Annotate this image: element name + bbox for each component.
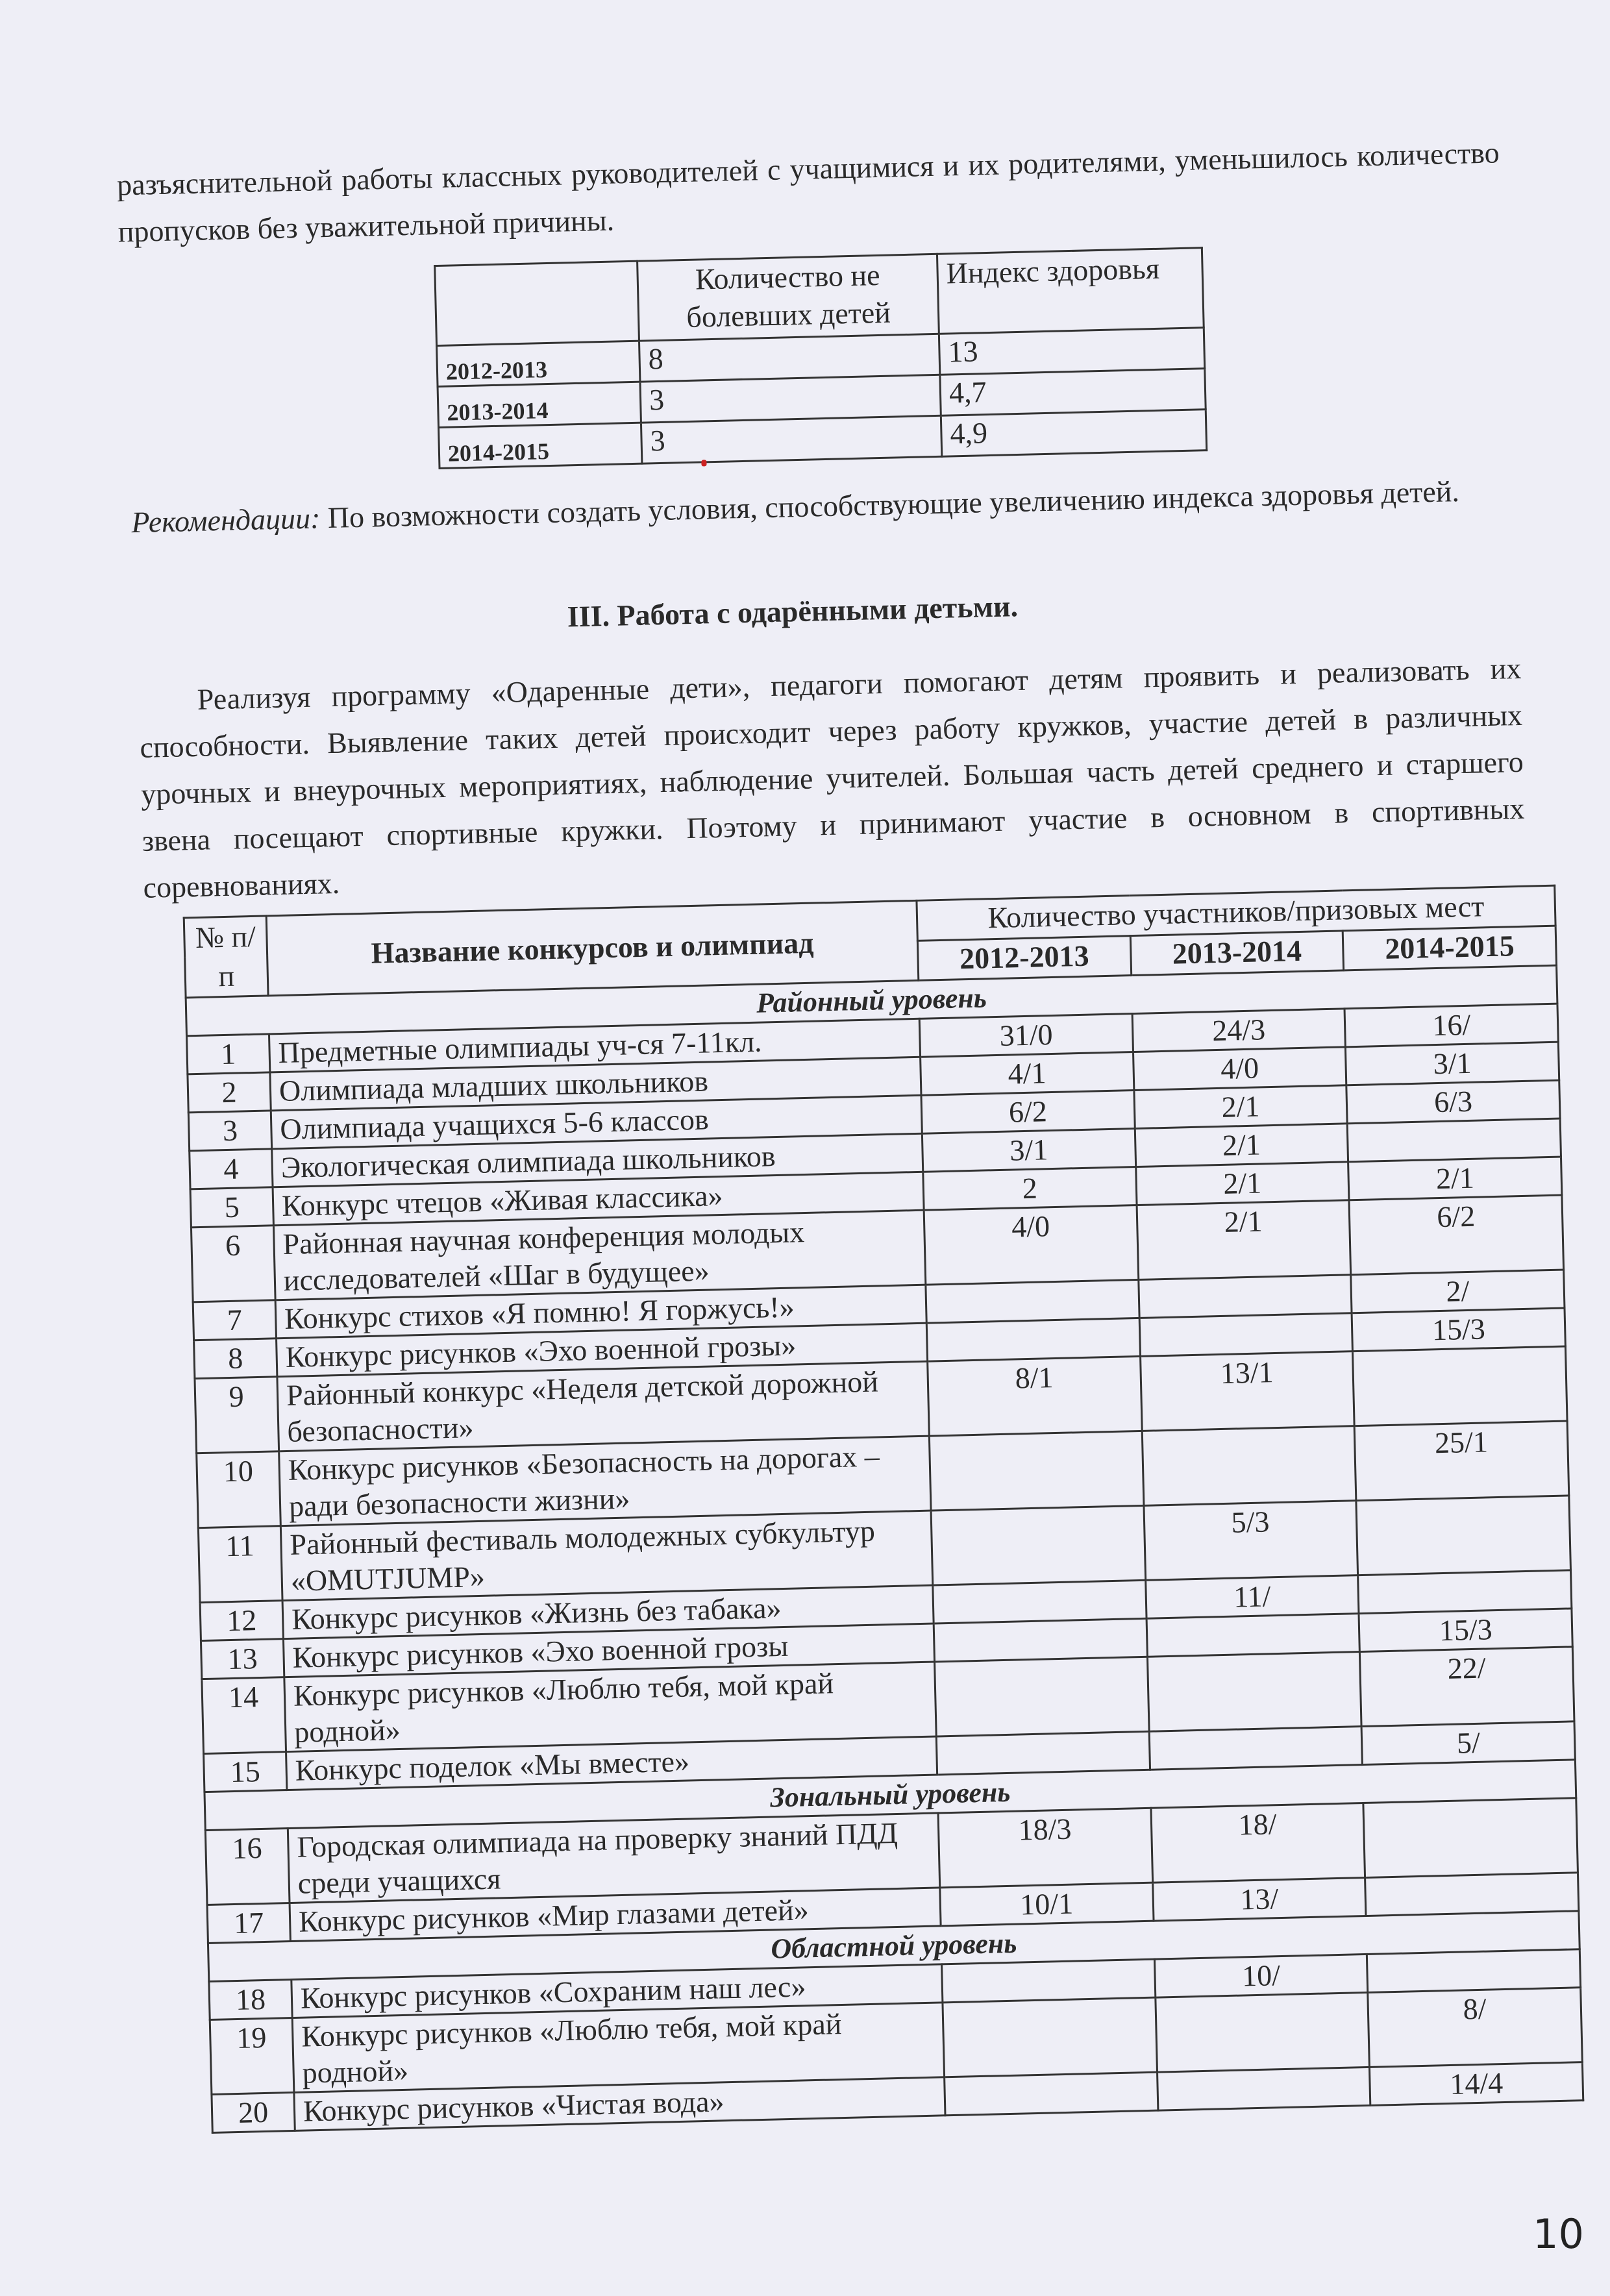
header-year: 2014-2015 (1343, 926, 1556, 970)
value-cell (933, 1580, 1146, 1623)
value-cell: 22/ (1360, 1647, 1574, 1727)
health-table (434, 247, 1208, 469)
row-name: Конкурс рисунков «Сохраним наш лес» (291, 1964, 943, 2018)
value-cell: 8/ (1368, 1988, 1582, 2068)
row-name: Конкурс поделок «Мы вместе» (286, 1736, 937, 1790)
row-number: 16 (205, 1829, 290, 1905)
recommendation-text: По возможности создать условия, способствующие увеличению индекса здоровья детей. (319, 474, 1460, 535)
row-name: Экологическая олимпиада школьников (272, 1133, 923, 1187)
value-cell: 6/2 (921, 1091, 1135, 1134)
row-number: 9 (195, 1377, 279, 1453)
header-health-index: Индекс здоровья (937, 248, 1204, 334)
value-cell (1147, 1652, 1361, 1732)
value-cell: 4/1 (921, 1052, 1134, 1096)
row-number: 2 (188, 1072, 271, 1113)
value-cell: 2/1 (1134, 1085, 1348, 1129)
row-name: Олимпиада учащихся 5-6 классов (271, 1095, 922, 1149)
header-year: 2012-2013 (917, 935, 1131, 980)
section-paragraph-text: Реализуя программу «Одаренные дети», педагоги помогают детям проявить и реализовать их способности. Выявление таких детей происходит через работу кружков, участие детей в различных урочных и внеурочных мероприятиях, наблюдение учителей. Большая часть детей среднего и старшего звена посещают спортивные кружки. Поэтому и принимают участие в основном в спортивных соревнованиях. (139, 651, 1525, 904)
row-number: 1 (187, 1034, 270, 1074)
row-number: 18 (209, 1980, 292, 2020)
value-cell: 24/3 (1132, 1009, 1346, 1052)
value-cell (945, 2072, 1158, 2116)
value-cell (1139, 1313, 1353, 1357)
row-name: Районный конкурс «Неделя детской дорожной безопасности» (277, 1361, 929, 1451)
health-index-cell: 13 (939, 328, 1204, 375)
recommendation-paragraph (131, 467, 1515, 546)
value-cell (1157, 2067, 1370, 2110)
value-cell (1155, 1992, 1369, 2072)
row-number: 15 (204, 1752, 287, 1792)
row-name: Конкурс рисунков «Люблю тебя, мой край родной» (292, 2003, 944, 2093)
year-cell: 2014-2015 (439, 423, 642, 468)
row-number: 19 (210, 2018, 294, 2094)
value-cell: 11/ (1145, 1575, 1359, 1619)
header-number: № п/п (184, 916, 268, 998)
value-cell: 10/ (1154, 1954, 1368, 1997)
row-number: 20 (212, 2092, 295, 2132)
value-cell (1149, 1727, 1363, 1770)
row-name: Конкурс стихов «Я помню! Я горжусь!» (275, 1285, 926, 1339)
value-cell: 13/ (1152, 1877, 1366, 1921)
intro-paragraph: разъяснительной работы классных руководителей с учащимися и их родителями, уменьшилось количество пропусков без уважительной причины. (116, 136, 1500, 249)
row-number: 4 (190, 1149, 273, 1189)
value-cell (934, 1618, 1147, 1662)
row-number: 6 (191, 1226, 275, 1302)
value-cell (936, 1731, 1150, 1775)
value-cell (1138, 1275, 1352, 1318)
row-number: 5 (190, 1187, 273, 1228)
healthy-count-cell: 3 (640, 375, 941, 423)
value-cell: 15/3 (1359, 1609, 1572, 1652)
value-cell: 4/0 (924, 1205, 1138, 1285)
header-empty (435, 261, 639, 345)
page-number: 10 (1533, 2210, 1584, 2258)
value-cell (929, 1431, 1143, 1511)
row-name: Конкурс рисунков «Жизнь без табака» (282, 1585, 934, 1639)
health-index-cell: 4,9 (941, 410, 1206, 457)
level-title: Районный уровень (186, 965, 1557, 1036)
value-cell: 13/1 (1140, 1352, 1354, 1431)
row-name: Конкурс рисунков «Мир глазами детей» (290, 1888, 941, 1942)
row-number: 14 (202, 1677, 286, 1754)
row-name: Конкурс рисунков «Безопасность на дорогах – ради безопасности жизни» (279, 1436, 931, 1526)
row-number: 11 (198, 1526, 282, 1603)
header-year: 2013-2014 (1130, 930, 1344, 975)
value-cell: 2/ (1351, 1270, 1565, 1313)
row-number: 8 (194, 1339, 277, 1379)
value-cell (1367, 1949, 1581, 1993)
value-cell: 10/1 (940, 1882, 1154, 1926)
row-name: Конкурс рисунков «Эхо военной грозы (283, 1623, 934, 1677)
level-title: Зональный уровень (204, 1760, 1576, 1831)
value-cell: 2/1 (1135, 1124, 1348, 1167)
value-cell: 15/3 (1352, 1308, 1565, 1352)
row-name: Предметные олимпиады уч-ся 7-11кл. (269, 1018, 920, 1072)
header-name: Название конкурсов и олимпиад (266, 900, 919, 996)
value-cell: 3/1 (922, 1129, 1135, 1172)
healthy-count-cell: 8 (639, 334, 939, 382)
year-cell: 2012-2013 (437, 341, 640, 386)
value-cell: 2/1 (1348, 1157, 1562, 1200)
value-cell (1356, 1496, 1570, 1575)
value-cell: 2/1 (1135, 1162, 1349, 1205)
paragraph-indent (139, 710, 197, 711)
value-cell: 6/3 (1346, 1080, 1560, 1124)
value-cell: 14/4 (1370, 2062, 1583, 2106)
value-cell (943, 1997, 1157, 2077)
row-name: Районная научная конференция молодых исследователей «Шаг в будущее» (273, 1210, 925, 1300)
row-name: Конкурс чтецов «Живая классика» (273, 1172, 924, 1226)
value-cell: 4/0 (1133, 1047, 1346, 1091)
value-cell: 2/1 (1137, 1200, 1351, 1280)
recommendation-label: Рекомендации: (130, 501, 321, 539)
header-group: Количество участников/призовых мест (917, 885, 1555, 941)
section-heading: III. Работа с одарёнными детьми. (567, 589, 1019, 634)
value-cell (1146, 1614, 1360, 1657)
row-number: 12 (200, 1601, 283, 1641)
value-cell: 2 (923, 1167, 1137, 1211)
value-cell (1353, 1346, 1567, 1426)
value-cell: 18/3 (938, 1808, 1152, 1888)
value-cell (926, 1318, 1140, 1361)
health-index-cell: 4,7 (940, 369, 1206, 416)
row-name: Конкурс рисунков «Чистая вода» (294, 2077, 945, 2131)
value-cell: 18/ (1151, 1803, 1365, 1883)
value-cell: 6/2 (1349, 1195, 1563, 1275)
healthy-count-cell: 3 (641, 415, 941, 463)
value-cell (931, 1505, 1145, 1585)
value-cell: 3/1 (1346, 1042, 1559, 1085)
value-cell: 25/1 (1354, 1421, 1568, 1501)
ink-mark (701, 460, 706, 466)
value-cell: 31/0 (919, 1014, 1133, 1057)
row-name: Районный фестиваль молодежных субкультур «OMUTJUMP» (280, 1511, 932, 1601)
header-healthy-count: Количество не болевших детей (638, 254, 939, 341)
row-number: 3 (188, 1111, 271, 1151)
row-number: 13 (201, 1639, 284, 1679)
value-cell (1142, 1426, 1356, 1506)
row-number: 7 (193, 1300, 276, 1340)
row-number: 10 (197, 1451, 281, 1528)
value-cell (935, 1657, 1149, 1736)
level-title: Областной уровень (208, 1911, 1579, 1982)
value-cell (942, 1959, 1156, 2003)
competitions-table (183, 885, 1585, 2134)
row-name: Городская олимпиада на проверку знаний ПДД среди учащихся (288, 1813, 939, 1903)
value-cell: 5/ (1361, 1722, 1575, 1765)
value-cell (926, 1279, 1139, 1323)
value-cell: 5/3 (1144, 1501, 1358, 1581)
year-cell: 2013-2014 (438, 382, 641, 427)
row-name: Олимпиада младших школьников (270, 1057, 921, 1111)
row-number: 17 (207, 1903, 290, 1944)
value-cell (1347, 1118, 1561, 1162)
value-cell (1363, 1798, 1578, 1878)
section-paragraph (138, 645, 1526, 911)
row-name: Конкурс рисунков «Люблю тебя, мой край родной» (284, 1662, 936, 1752)
row-name: Конкурс рисунков «Эхо военной грозы» (277, 1323, 928, 1377)
value-cell (1365, 1873, 1579, 1916)
value-cell (1358, 1570, 1572, 1614)
value-cell: 16/ (1344, 1004, 1558, 1047)
value-cell: 8/1 (928, 1356, 1142, 1436)
